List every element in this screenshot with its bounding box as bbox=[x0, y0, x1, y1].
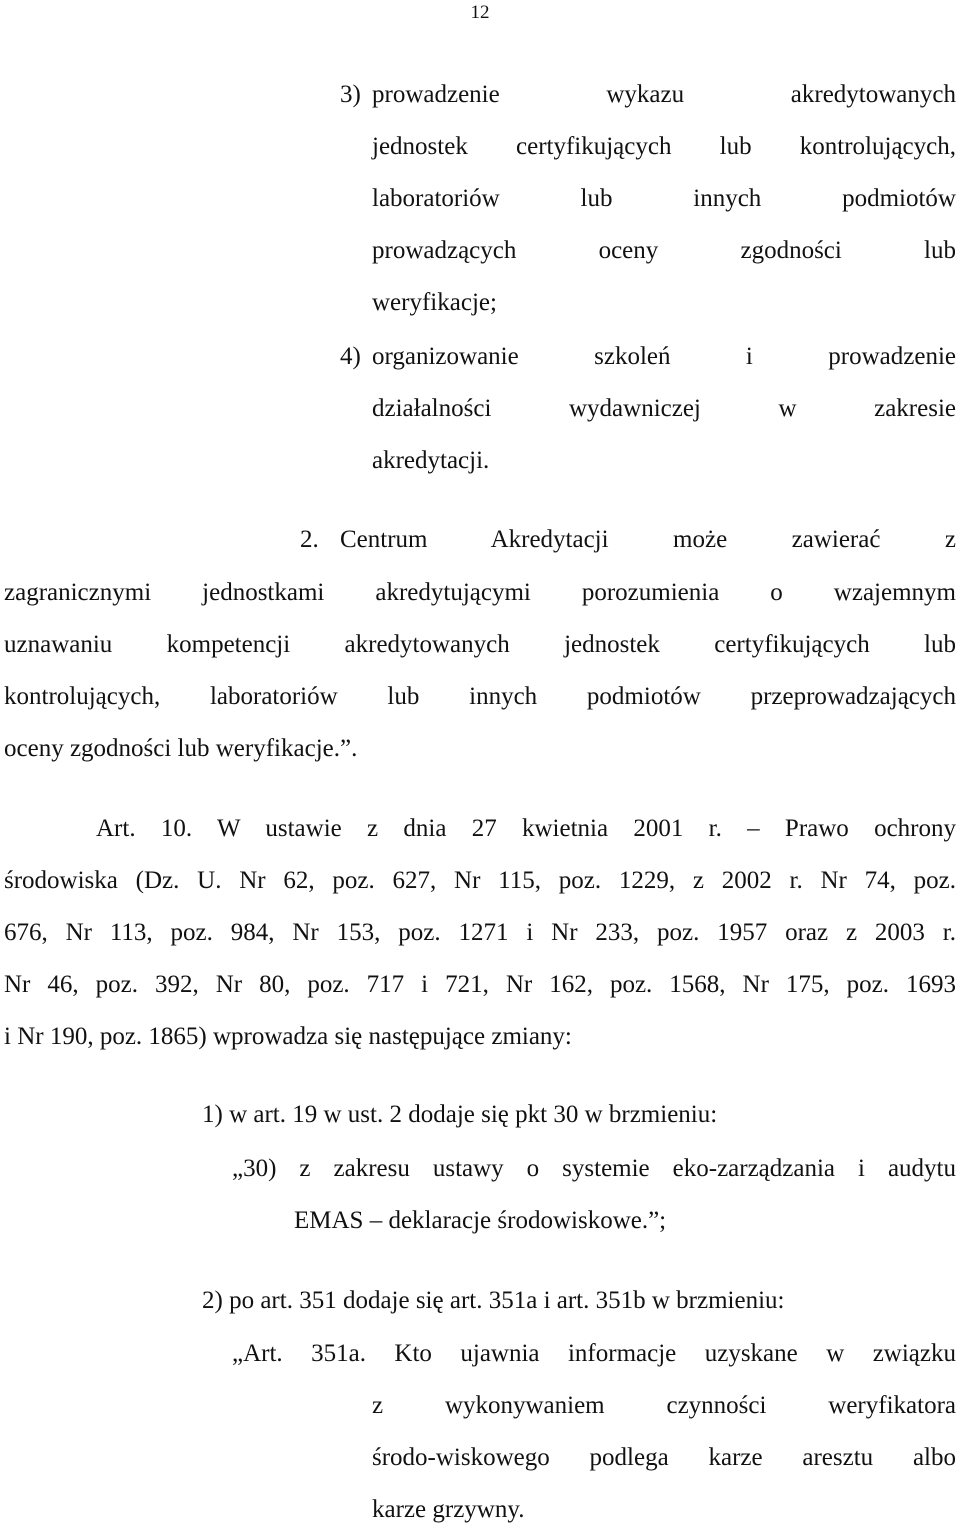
paragraph-line: uznawaniu kompetencji akredytowanych jednostek certyfikujących lub bbox=[4, 631, 956, 658]
article-line: Nr 46, poz. 392, Nr 80, poz. 717 i 721, Nr 162, poz. 1568, Nr 175, poz. 1693 bbox=[4, 971, 956, 998]
list-item-line: prowadzących oceny zgodności lub bbox=[372, 237, 956, 264]
list-item-line: weryfikacje; bbox=[372, 289, 497, 316]
amendment-quote-line: środo-wiskowego podlega karze aresztu albo bbox=[372, 1444, 956, 1471]
article-line: Art. 10. W ustawie z dnia 27 kwietnia 2001 r. – Prawo ochrony bbox=[96, 815, 956, 842]
list-item-line: działalności wydawniczej w zakresie bbox=[372, 395, 956, 422]
amendment-quote-line: „Art. 351a. Kto ujawnia informacje uzyskane w związku bbox=[232, 1340, 956, 1367]
article-line: środowiska (Dz. U. Nr 62, poz. 627, Nr 115, poz. 1229, z 2002 r. Nr 74, poz. bbox=[4, 867, 956, 894]
list-item-line: laboratoriów lub innych podmiotów bbox=[372, 185, 956, 212]
list-item-number: 4) bbox=[340, 343, 361, 370]
paragraph-number: 2. bbox=[300, 526, 319, 553]
article-line: i Nr 190, poz. 1865) wprowadza się następujące zmiany: bbox=[4, 1023, 572, 1050]
amendment-item: 2) po art. 351 dodaje się art. 351a i art. 351b w brzmieniu: bbox=[202, 1287, 785, 1314]
article-line: 676, Nr 113, poz. 984, Nr 153, poz. 1271 i Nr 233, poz. 1957 oraz z 2003 r. bbox=[4, 919, 956, 946]
amendment-item: 1) w art. 19 w ust. 2 dodaje się pkt 30 w brzmieniu: bbox=[202, 1101, 718, 1128]
page-number: 12 bbox=[470, 2, 490, 23]
list-item-line: jednostek certyfikujących lub kontrolujących, bbox=[372, 133, 956, 160]
list-item-line: organizowanie szkoleń i prowadzenie bbox=[372, 343, 956, 370]
paragraph-line: zagranicznymi jednostkami akredytującymi porozumienia o wzajemnym bbox=[4, 579, 956, 606]
list-item-line: prowadzenie wykazu akredytowanych bbox=[372, 81, 956, 108]
amendment-quote-line: EMAS – deklaracje środowiskowe.”; bbox=[294, 1207, 667, 1234]
paragraph-line: kontrolujących, laboratoriów lub innych podmiotów przeprowadzających bbox=[4, 683, 956, 710]
amendment-quote-line: z wykonywaniem czynności weryfikatora bbox=[372, 1392, 956, 1419]
list-item-line: akredytacji. bbox=[372, 447, 490, 474]
amendment-quote-line: karze grzywny. bbox=[372, 1496, 525, 1523]
paragraph-line: Centrum Akredytacji może zawierać z bbox=[340, 526, 956, 553]
amendment-quote-line: „30) z zakresu ustawy o systemie eko-zarządzania i audytu bbox=[232, 1155, 956, 1182]
paragraph-line: oceny zgodności lub weryfikacje.”. bbox=[4, 735, 358, 762]
list-item-number: 3) bbox=[340, 81, 361, 108]
